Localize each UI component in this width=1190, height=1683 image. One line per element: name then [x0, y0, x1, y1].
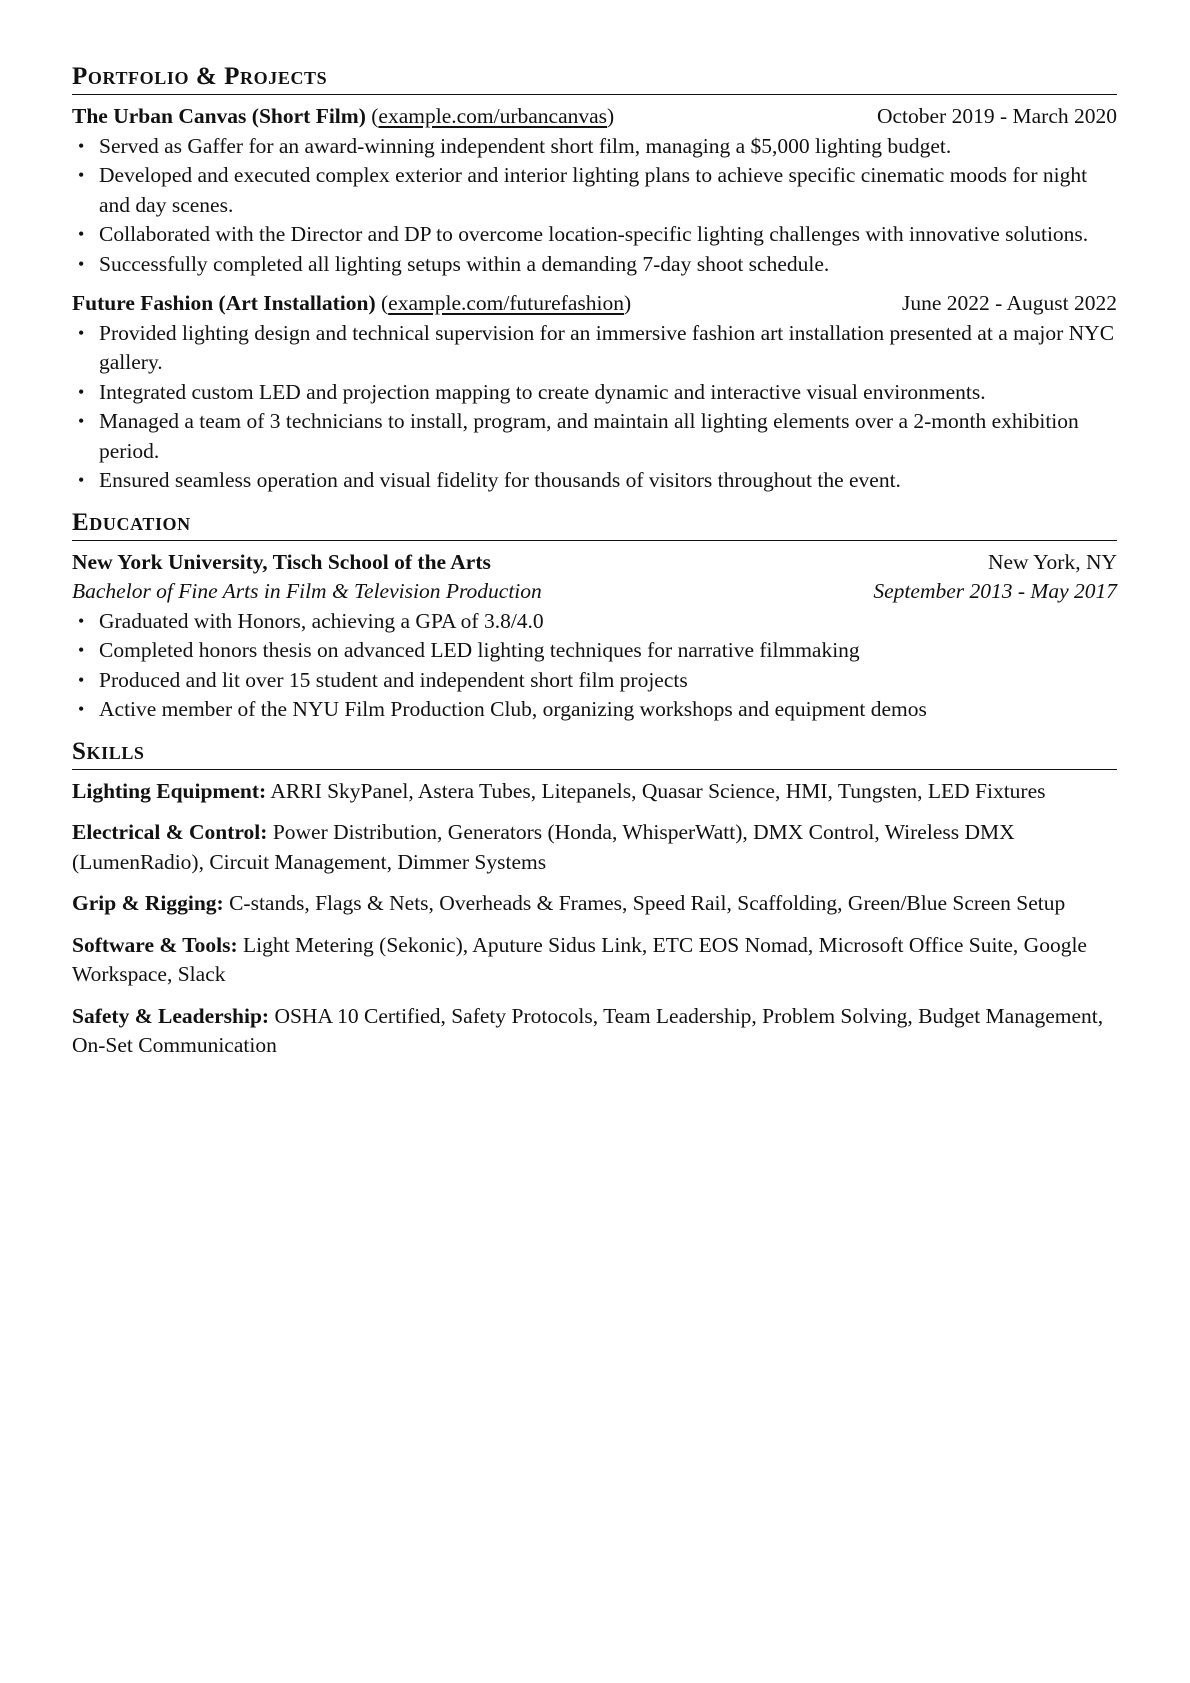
skill-label: Safety & Leadership:	[72, 1003, 270, 1028]
degree-row	[72, 577, 1117, 607]
list-item: • Graduated with Honors, achieving a GPA of 3.8/4.0	[72, 607, 1117, 637]
education-entry	[72, 548, 1117, 725]
project-link[interactable]: example.com/futurefashion	[388, 291, 624, 315]
project-name: The Urban Canvas (Short Film)	[72, 104, 366, 128]
list-item: • Collaborated with the Director and DP to overcome location-specific lighting challenges with innovative solutions.	[72, 220, 1117, 250]
skill-label: Grip & Rigging:	[72, 891, 224, 915]
project-heading	[72, 289, 631, 319]
skill-label: Lighting Equipment:	[72, 778, 267, 803]
list-item: • Successfully completed all lighting setups within a demanding 7-day shoot schedule.	[72, 250, 1117, 280]
skill-value: Power Distribution, Generators (Honda, WhisperWatt), DMX Control, Wireless DMX (LumenRadio), Circuit Management, Dimmer Systems	[72, 820, 1015, 874]
skill-row-software	[72, 931, 1117, 990]
project-header	[72, 102, 1117, 132]
portfolio-section	[72, 62, 1117, 496]
skill-label: Software & Tools:	[72, 932, 238, 957]
project-entry-future-fashion	[72, 289, 1117, 496]
skill-row-safety	[72, 1002, 1117, 1061]
skill-row-electrical	[72, 818, 1117, 877]
degree-name: Bachelor of Fine Arts in Film & Television Production	[72, 579, 542, 603]
skills-section-title: Skills	[72, 737, 1117, 770]
project-heading	[72, 102, 614, 132]
project-dates: June 2022 - August 2022	[902, 291, 1117, 315]
project-dates: October 2019 - March 2020	[876, 104, 1117, 128]
list-item: • Provided lighting design and technical supervision for an immersive fashion art installation presented at a major NYC gallery.	[72, 319, 1117, 378]
project-link-wrapper: (example.com/urbancanvas)	[371, 104, 615, 128]
project-entry-urban-canvas	[72, 102, 1117, 279]
list-item: • Integrated custom LED and projection mapping to create dynamic and interactive visual environments.	[72, 378, 1117, 408]
education-section	[72, 508, 1117, 725]
resume-page	[72, 62, 1117, 1073]
project-link-wrapper: (example.com/futurefashion)	[380, 291, 632, 315]
skill-row-grip	[72, 889, 1117, 919]
skill-value: OSHA 10 Certified, Safety Protocols, Team Leadership, Problem Solving, Budget Management, On-Set Communication	[72, 1003, 1104, 1057]
list-item: • Active member of the NYU Film Production Club, organizing workshops and equipment demos	[72, 695, 1117, 725]
skill-value: C-stands, Flags & Nets, Overheads & Frames, Speed Rail, Scaffolding, Green/Blue Screen Setup	[229, 891, 1066, 915]
education-header	[72, 548, 1117, 578]
skill-label: Electrical & Control:	[72, 820, 268, 844]
skill-row-lighting	[72, 777, 1117, 807]
portfolio-section-title: Portfolio & Projects	[72, 62, 1117, 95]
list-item: • Completed honors thesis on advanced LED lighting techniques for narrative filmmaking	[72, 636, 1117, 666]
education-dates: September 2013 - May 2017	[873, 579, 1117, 603]
skill-value: Light Metering (Sekonic), Aputure Sidus Link, ETC EOS Nomad, Microsoft Office Suite, Google Workspace, Slack	[72, 932, 1087, 986]
project-link[interactable]: example.com/urbancanvas	[378, 104, 608, 128]
list-item: • Developed and executed complex exterior and interior lighting plans to achieve specific cinematic moods for night and day scenes.	[72, 161, 1117, 220]
education-section-title: Education	[72, 508, 1117, 541]
project-header	[72, 289, 1117, 319]
school-name: New York University, Tisch School of the Arts	[72, 549, 491, 574]
project-bullet-list	[72, 132, 1117, 280]
list-item: • Served as Gaffer for an award-winning independent short film, managing a $5,000 lighting budget.	[72, 132, 1117, 162]
list-item: • Managed a team of 3 technicians to install, program, and maintain all lighting elements over a 2-month exhibition period.	[72, 407, 1117, 466]
school-location: New York, NY	[987, 549, 1117, 574]
list-item: • Ensured seamless operation and visual fidelity for thousands of visitors throughout the event.	[72, 466, 1117, 496]
project-bullet-list	[72, 319, 1117, 496]
list-item: • Produced and lit over 15 student and independent short film projects	[72, 666, 1117, 696]
project-name: Future Fashion (Art Installation)	[72, 291, 376, 315]
skill-value: ARRI SkyPanel, Astera Tubes, Litepanels, Quasar Science, HMI, Tungsten, LED Fixtures	[270, 778, 1046, 803]
skills-section	[72, 737, 1117, 1061]
education-bullet-list	[72, 607, 1117, 725]
